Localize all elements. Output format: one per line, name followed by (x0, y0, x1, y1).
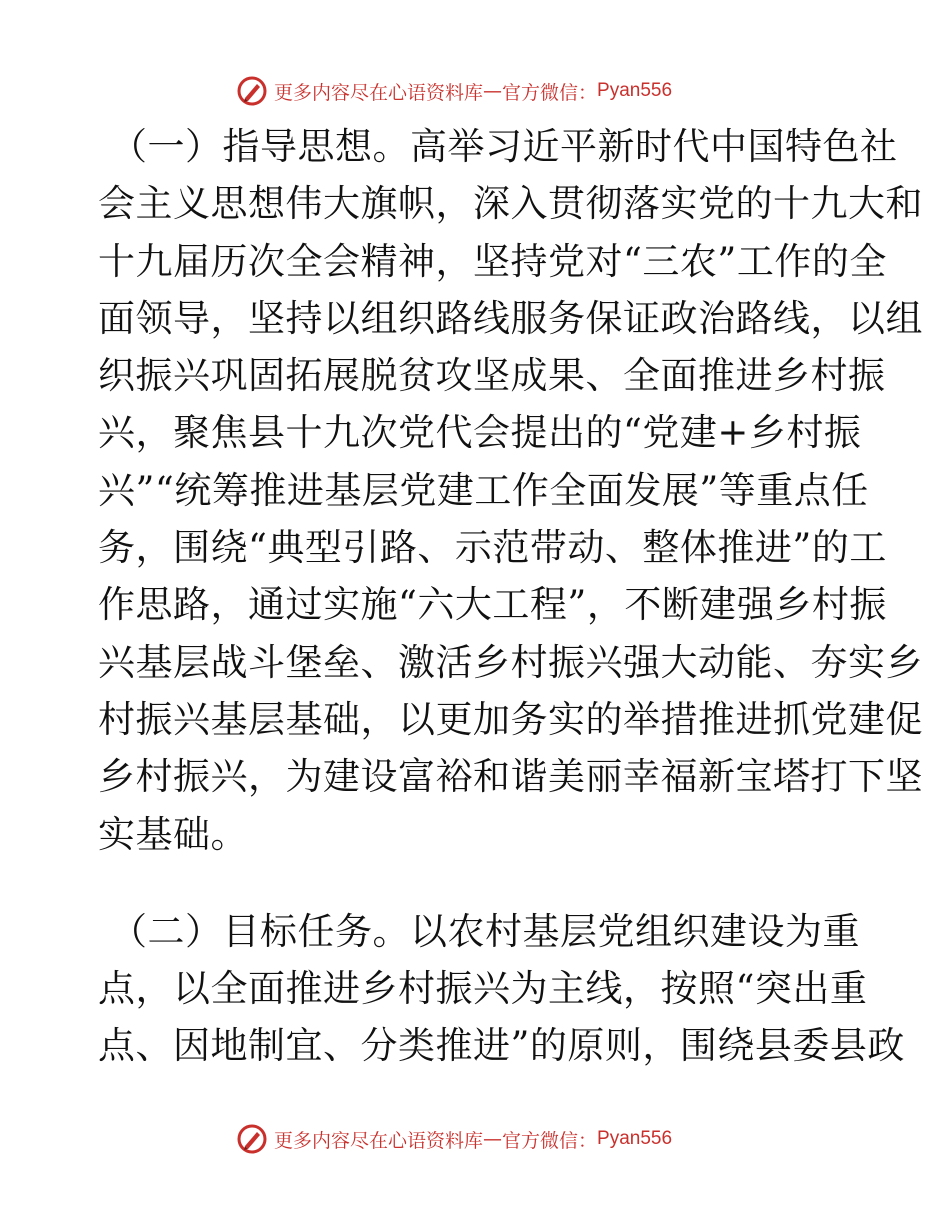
watermark-wechat-id: Pyan556 (597, 80, 673, 101)
paragraph-line: 织振兴巩固拓展脱贫攻坚成果、全面推进乡村振 (98, 354, 886, 398)
paragraph-line: 点、因地制宜、分类推进”的原则，围绕县委县政 (98, 1024, 905, 1068)
paragraph-line: 点，以全面推进乡村振兴为主线，按照“突出重 (98, 967, 868, 1011)
paragraph-line: （一）指导思想。高举习近平新时代中国特色社 (110, 125, 898, 168)
footer-watermark (236, 1122, 672, 1156)
paragraph-line: 村振兴基层基础，以更加务实的举措推进抓党建促 (98, 697, 923, 741)
paragraph-line: 务，围绕“典型引路、示范带动、整体推进”的工 (98, 526, 887, 570)
paragraph-targets-tasks (98, 903, 905, 1075)
paragraph-line: 十九届历次全会精神，坚持党对“三农”工作的全 (98, 239, 887, 283)
paragraph-line: 面领导，坚持以组织路线服务保证政治路线，以组 (98, 296, 923, 340)
watermark-dash: — (483, 80, 503, 102)
watermark-site-text: 更多内容尽在心语资料库 (274, 81, 484, 104)
paragraph-line: 会主义思想伟大旗帜，深入贯彻落实党的十九大和 (98, 182, 923, 226)
watermark-wechat-id: Pyan556 (597, 1128, 673, 1149)
watermark-dash: — (483, 1128, 503, 1150)
pen-logo-icon (236, 1123, 268, 1155)
paragraph-gap (98, 863, 858, 903)
watermark-wechat-label: 官方微信： (502, 1129, 598, 1152)
pen-logo-icon (236, 75, 268, 107)
paragraph-line: 实基础。 (98, 812, 248, 856)
paragraph-line: 兴基层战斗堡垒、激活乡村振兴强大动能、夯实乡 (98, 640, 923, 684)
watermark-wechat-label: 官方微信： (502, 81, 598, 104)
watermark-site-text: 更多内容尽在心语资料库 (274, 1129, 484, 1152)
paragraph-line: （二）目标任务。以农村基层党组织建设为重 (110, 909, 860, 953)
document-body (98, 118, 923, 1075)
paragraph-line: 作思路，通过实施“六大工程”，不断建强乡村振 (98, 583, 887, 627)
paragraph-line: 兴”“统筹推进基层党建工作全面发展”等重点任 (98, 468, 869, 512)
paragraph-line: 乡村振兴，为建设富裕和谐美丽幸福新宝塔打下坚 (98, 755, 923, 799)
paragraph-guiding-ideology (98, 118, 923, 863)
paragraph-line: 兴，聚焦县十九次党代会提出的“党建+乡村振 (98, 411, 862, 455)
header-watermark (236, 74, 672, 108)
